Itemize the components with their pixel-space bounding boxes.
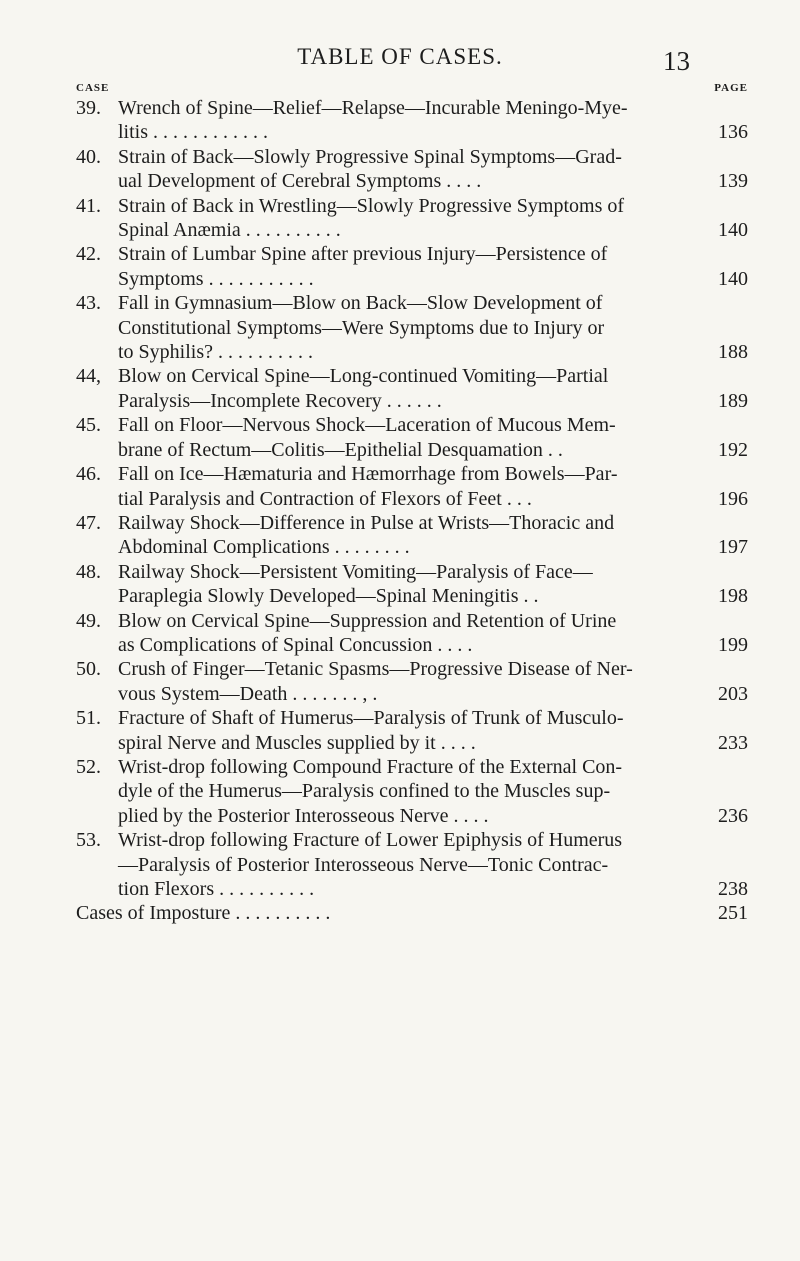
case-title-line: Spinal Anæmia . . . . . . . . . . [118,219,341,242]
case-entry [76,901,748,925]
case-title-line: Fall on Ice—Hæmaturia and Hæmorrhage from Bowels—Par- [118,463,618,486]
case-entry [76,560,748,609]
case-page-number: 238 [718,878,748,900]
case-title-line: as Complications of Spinal Concussion . . . . [118,633,473,656]
case-page-number: 198 [718,585,748,608]
case-entry [76,242,748,291]
case-page-number: 192 [718,438,748,461]
case-page-number: 196 [718,487,748,510]
case-title-line: ual Development of Cerebral Symptoms . . . . [118,170,482,193]
case-number: 46. [76,463,101,486]
case-title-line: —Paralysis of Posterior Interosseous Nerve—Tonic Contrac- [118,853,609,876]
case-entry [76,364,748,413]
case-page-number: 140 [718,267,748,290]
case-title-line: Blow on Cervical Spine—Long-continued Vomiting—Partial [118,365,609,388]
case-number: 42. [76,243,101,266]
case-entry [76,657,748,706]
case-title-line: tion Flexors . . . . . . . . . . [118,878,315,900]
case-number: 44, [76,365,101,388]
case-title-line: Fall in Gymnasium—Blow on Back—Slow Development of [118,292,603,315]
case-title [76,96,748,145]
case-title [76,609,748,658]
case-title [76,291,748,364]
case-page-number: 197 [718,536,748,559]
case-number: 51. [76,707,101,730]
case-number: 40. [76,145,101,168]
case-page-number: 251 [718,902,748,925]
case-entry [76,511,748,560]
case-page-number: 139 [718,170,748,193]
case-page-number: 199 [718,633,748,656]
case-title-line: Abdominal Complications . . . . . . . . [118,536,410,559]
case-number: 53. [76,829,101,852]
case-number: 52. [76,755,101,778]
case-page-number: 140 [718,219,748,242]
case-entry [76,194,748,243]
case-entry [76,609,748,658]
case-title [76,828,748,901]
case-entry [76,462,748,511]
case-title-line: vous System—Death . . . . . . . , . [118,682,378,705]
case-title [76,194,748,243]
case-entry [76,755,748,828]
case-number: 49. [76,609,101,632]
case-entry [76,145,748,194]
case-number: 45. [76,414,101,437]
case-title-line: Crush of Finger—Tetanic Spasms—Progressive Disease of Ner- [118,658,633,681]
case-entry [76,96,748,145]
case-title [76,901,748,925]
case-title-line: Paraplegia Slowly Developed—Spinal Meningitis . . [118,585,539,608]
case-number: 39. [76,97,101,119]
case-title-line: Railway Shock—Persistent Vomiting—Paralysis of Face— [118,560,593,583]
case-number: 48. [76,560,101,583]
case-title-line: Strain of Back in Wrestling—Slowly Progressive Symptoms of [118,194,625,217]
case-title-line: Strain of Back—Slowly Progressive Spinal Symptoms—Grad- [118,145,622,168]
case-title-line: Strain of Lumbar Spine after previous Injury—Persistence of [118,243,608,266]
case-entry [76,291,748,364]
case-title [76,145,748,194]
case-page-number: 136 [718,121,748,144]
case-title-line: Fracture of Shaft of Humerus—Paralysis of Trunk of Musculo- [118,707,624,730]
case-column-header: CASE [76,82,110,94]
case-title-line: plied by the Posterior Interosseous Nerve . . . . [118,804,489,827]
case-title-line: litis . . . . . . . . . . . . [118,121,269,144]
case-title-line: Blow on Cervical Spine—Suppression and Retention of Urine [118,609,617,632]
case-title-line: Constitutional Symptoms—Were Symptoms due to Injury or [118,316,605,339]
case-page-number: 233 [718,731,748,754]
case-title [76,462,748,511]
case-title-line: Wrist-drop following Fracture of Lower Epiphysis of Humerus [118,829,623,852]
case-page-number: 203 [718,682,748,705]
case-title [76,242,748,291]
case-title [76,413,748,462]
case-title-line: Symptoms . . . . . . . . . . . [118,267,314,290]
case-entry [76,828,748,901]
case-title [76,657,748,706]
case-title-line: dyle of the Humerus—Paralysis confined to the Muscles sup- [118,780,611,803]
case-title [76,755,748,828]
case-title-line: to Syphilis? . . . . . . . . . . [118,341,314,364]
case-number: 41. [76,194,101,217]
page-title: TABLE OF CASES. [297,44,503,69]
page-header [120,44,690,84]
case-title-line: spiral Nerve and Muscles supplied by it . . . . [118,731,476,754]
case-title-line: Fall on Floor—Nervous Shock—Laceration of Mucous Mem- [118,414,616,437]
case-title-line: Wrench of Spine—Relief—Relapse—Incurable Meningo-Mye- [118,97,628,119]
case-title [76,560,748,609]
case-number: 43. [76,292,101,315]
case-title-line: Railway Shock—Difference in Pulse at Wrists—Thoracic and [118,511,615,534]
case-number: 47. [76,511,101,534]
case-page-number: 236 [718,804,748,827]
case-number: 50. [76,658,101,681]
page-column-header: PAGE [714,82,748,94]
case-page-number: 188 [718,341,748,364]
case-entry [76,706,748,755]
case-title [76,511,748,560]
case-title [76,364,748,413]
case-title-line: brane of Rectum—Colitis—Epithelial Desquamation . . [118,438,563,461]
case-title [76,706,748,755]
table-of-cases [76,96,748,926]
case-title-line: Cases of Imposture . . . . . . . . . . [76,902,331,925]
case-title-line: Paralysis—Incomplete Recovery . . . . . . [118,389,442,412]
case-title-line: Wrist-drop following Compound Fracture of the External Con- [118,755,623,778]
case-page-number: 189 [718,389,748,412]
case-title-line: tial Paralysis and Contraction of Flexors of Feet . . . [118,487,532,510]
page-number: 13 [663,46,690,76]
case-entry [76,413,748,462]
